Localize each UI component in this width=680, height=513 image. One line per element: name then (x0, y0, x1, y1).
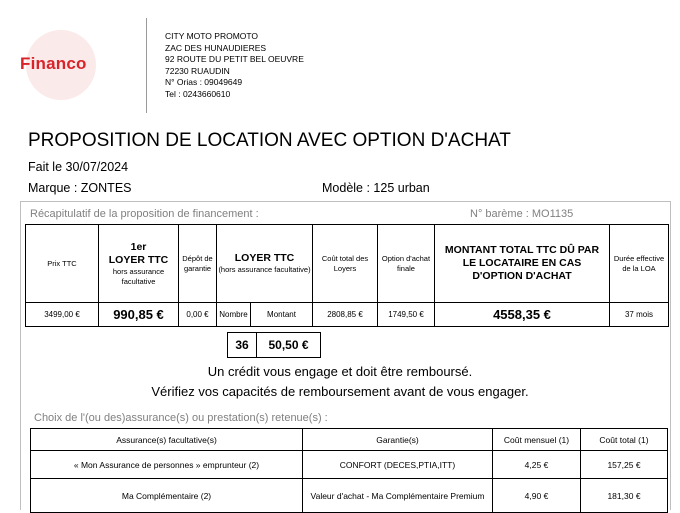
recap-label: Récapitulatif de la proposition de financement : (30, 208, 259, 220)
cout-mensuel-col-header: Coût mensuel (1) (493, 429, 581, 451)
garantie-col-header: Garantie(s) (303, 429, 493, 451)
financing-table (25, 224, 669, 327)
logo-text: Financo (20, 54, 87, 73)
loyer1-header (99, 225, 179, 303)
vehicle-model: Modèle : 125 urban (322, 181, 430, 195)
option-achat-value: 1749,50 € (378, 303, 435, 327)
header-divider (146, 18, 147, 113)
dealer-line: N° Orias : 09049649 (165, 77, 243, 88)
cout-total-value: 2808,85 € (313, 303, 378, 327)
prix-ttc-header: Prix TTC (26, 225, 99, 303)
dealer-line: 72230 RUAUDIN (165, 65, 230, 76)
credit-warning-2: Vérifiez vos capacités de remboursement avant de vous engager. (151, 384, 529, 399)
assurance-header-row (31, 429, 668, 451)
cout-total-col-header: Coût total (1) (581, 429, 668, 451)
nombre-value: 36 (228, 333, 257, 358)
dealer-line: CITY MOTO PROMOTO (165, 31, 259, 41)
loyer-ttc-title: LOYER TTC (234, 252, 295, 264)
depot-header: Dépôt de garantie (179, 225, 217, 303)
nombre-header: Nombre (217, 303, 251, 327)
cout-total-value: 181,30 € (581, 479, 668, 513)
table-header-row (26, 225, 669, 303)
cout-mensuel-value: 4,90 € (493, 479, 581, 513)
document-title: PROPOSITION DE LOCATION AVEC OPTION D'ACHAT (28, 130, 511, 151)
dealer-line: Tel : 0243660610 (165, 88, 231, 99)
loyer1-title2: LOYER TTC (108, 253, 169, 266)
cout-total-value: 157,25 € (581, 451, 668, 479)
cout-header: Coût total des Loyers (313, 225, 378, 303)
garantie-value: Valeur d'achat - Ma Complémentaire Premium (303, 479, 493, 513)
prix-ttc-value: 3499,00 € (26, 303, 99, 327)
cout-mensuel-value: 4,25 € (493, 451, 581, 479)
assurance-table (30, 428, 668, 513)
montant-header: Montant (251, 303, 313, 327)
depot-value: 0,00 € (179, 303, 217, 327)
loyer-detail-table (227, 332, 321, 358)
montant-value: 50,50 € (257, 333, 321, 358)
bareme-number: N° barème : MO1135 (470, 208, 574, 220)
financo-logo (20, 30, 115, 100)
assurance-name: « Mon Assurance de personnes » emprunteur (2) (31, 451, 303, 479)
dealer-line: ZAC DES HUNAUDIERES (165, 42, 267, 53)
vehicle-brand: Marque : ZONTES (28, 181, 132, 195)
duree-value: 37 mois (610, 303, 669, 327)
table-row (31, 479, 668, 513)
assurance-col-header: Assurance(s) facultative(s) (31, 429, 303, 451)
duree-header: Durée effective de la LOA (610, 225, 669, 303)
credit-warning-1: Un crédit vous engage et doit être remboursé. (207, 364, 473, 379)
loyer1-sub: hors assurance facultative (112, 266, 165, 286)
montant-total-header: MONTANT TOTAL TTC DÛ PAR LE LOCATAIRE EN CAS D'OPTION D'ACHAT (435, 225, 610, 303)
table-values-row (26, 303, 669, 327)
table-row (31, 451, 668, 479)
loyer-ttc-sub: (hors assurance facultative) (218, 265, 311, 274)
loyer-ttc-header (217, 225, 313, 303)
document-date: Fait le 30/07/2024 (28, 160, 129, 174)
choix-label: Choix de l'(ou des)assurance(s) ou prestation(s) retenue(s) : (34, 412, 328, 424)
option-header: Option d'achat finale (378, 225, 435, 303)
loyer1-value: 990,85 € (99, 303, 179, 327)
garantie-value: CONFORT (DECES,PTIA,ITT) (303, 451, 493, 479)
montant-total-value: 4558,35 € (435, 303, 610, 327)
assurance-name: Ma Complémentaire (2) (31, 479, 303, 513)
dealer-line: 92 ROUTE DU PETIT BEL OEUVRE (165, 54, 304, 65)
loyer1-title1: 1er (130, 240, 147, 253)
dealer-address (165, 31, 304, 101)
